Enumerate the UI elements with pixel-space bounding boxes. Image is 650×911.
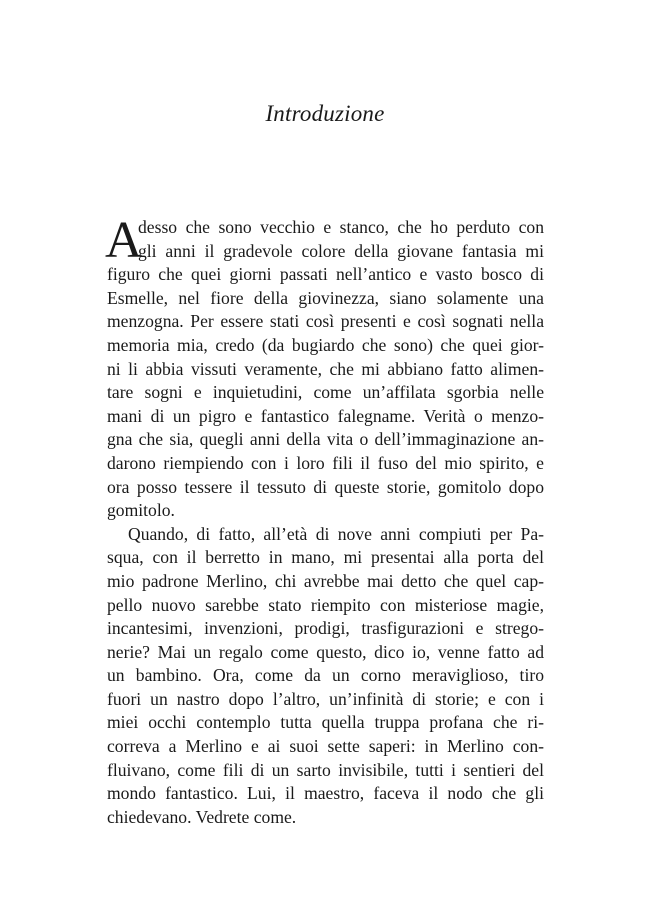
text-line: incantesimi, invenzioni, prodigi, trasfigurazioni e strego- [107, 618, 544, 639]
text-line: gli anni il gradevole colore della giovane fantasia mi [138, 240, 544, 261]
text-line: pello nuovo sarebbe stato riempito con misteriose magie, [107, 594, 544, 615]
text-line: memoria mia, credo (da bugiardo che sono) che quei gior- [107, 334, 544, 355]
text-line: menzogna. Per essere stati così presenti e così sognati nella [107, 311, 544, 332]
text-line: fluivano, come fili di un sarto invisibile, tutti i sentieri del [107, 759, 544, 780]
text-line: nerie? Mai un regalo come questo, dico io, venne fatto ad [107, 641, 544, 662]
text-line: mio padrone Merlino, chi avrebbe mai detto che quel cap- [107, 570, 544, 591]
text-line: correva a Merlino e ai suoi sette saperi: in Merlino con- [107, 736, 544, 757]
text-line: mondo fantastico. Lui, il maestro, faceva il nodo che gli [107, 783, 544, 804]
body-text [105, 212, 544, 829]
paragraph-2 [107, 523, 544, 830]
text-line: Esmelle, nel fiore della giovinezza, siano solamente una [107, 287, 544, 308]
text-line: ni li abbia vissuti veramente, che mi abbiano fatto alimen- [107, 358, 544, 379]
text-line: gomitolo. [107, 500, 175, 521]
text-line: miei occhi contemplo tutta quella truppa profana che ri- [107, 712, 544, 733]
text-line: ora posso tessere il tessuto di queste storie, gomitolo dopo [107, 476, 544, 497]
text-line: tare sogni e inquietudini, come un’affilata sgorbia nelle [107, 382, 544, 403]
text-line: gna che sia, quegli anni della vita o dell’immaginazione an- [107, 429, 544, 450]
text-line: Quando, di fatto, all’età di nove anni compiuti per Pa- [128, 523, 544, 544]
drop-cap: A [105, 212, 143, 269]
text-line: darono riempiendo con i loro fili il fuso del mio spirito, e [107, 452, 544, 473]
text-line: figuro che quei giorni passati nell’antico e vasto bosco di [107, 264, 544, 285]
text-line: chiedevano. Vedrete come. [107, 806, 297, 827]
text-line: squa, con il berretto in mano, mi presentai alla porta del [107, 547, 544, 568]
text-line: fuori un nastro dopo l’altro, un’infinità di storie; e con i [107, 688, 544, 709]
chapter-title: Introduzione [265, 101, 385, 126]
text-line: desso che sono vecchio e stanco, che ho perduto con [138, 217, 544, 237]
paragraph-1 [105, 212, 544, 523]
text-line: mani di un pigro e fantastico falegname. Verità o menzo- [107, 405, 544, 426]
text-line: un bambino. Ora, come da un corno meraviglioso, tiro [107, 665, 544, 686]
